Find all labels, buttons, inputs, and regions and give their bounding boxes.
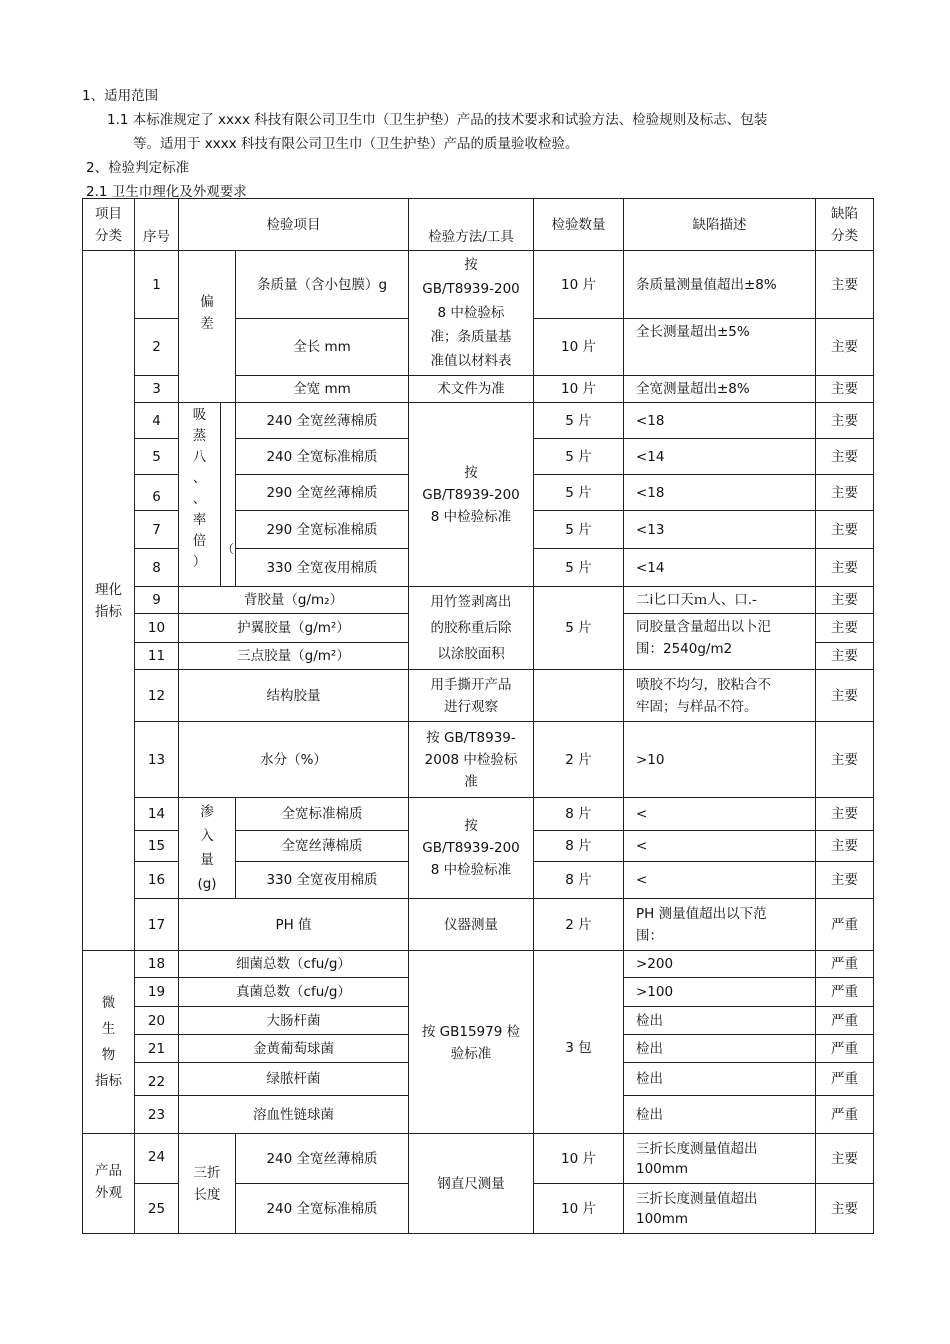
- table-row: [83, 587, 874, 614]
- row-defect: <: [624, 830, 816, 862]
- table-header-row: [83, 199, 874, 251]
- row-item: 护翼胶量（g/m²）: [179, 614, 409, 643]
- row-item: 全宽标准棉质: [236, 798, 409, 831]
- row-qty: 5 片: [534, 475, 624, 511]
- row-qty: 10 片: [534, 1184, 624, 1234]
- row-defect: <18: [624, 403, 816, 439]
- header-category: 项目 分类: [83, 199, 135, 251]
- row-no: 11: [135, 643, 179, 670]
- row-defect: <14: [624, 549, 816, 587]
- row-qty: 5 片: [534, 439, 624, 475]
- row-class: 主要: [816, 1184, 874, 1234]
- section-title-judgement: 2、检验判定标准: [86, 160, 190, 176]
- row-class: 严重: [816, 978, 874, 1007]
- row-item: 240 全宽标准棉质: [236, 1184, 409, 1234]
- row-defect: 检出: [624, 1007, 816, 1035]
- header-defect-class: 缺陷 分类: [816, 199, 874, 251]
- row-no: 7: [135, 511, 179, 549]
- row-item: 290 全宽标准棉质: [236, 511, 409, 549]
- row-no: 8: [135, 549, 179, 587]
- row-no: 23: [135, 1096, 179, 1134]
- row-class: 主要: [816, 403, 874, 439]
- row-defect: >100: [624, 978, 816, 1007]
- inspection-standard-table: [82, 198, 874, 1234]
- row-qty: 5 片: [534, 587, 624, 670]
- row-no: 12: [135, 670, 179, 722]
- method-gb8939-moisture: 按 GB/T8939- 2008 中检验标 准: [409, 722, 534, 798]
- row-no: 19: [135, 978, 179, 1007]
- row-item: 全宽 mm: [236, 376, 409, 403]
- group-microbial: 微 生 物 指标: [83, 951, 135, 1134]
- row-no: 22: [135, 1063, 179, 1096]
- table-row: [83, 251, 874, 319]
- row-qty: 10 片: [534, 376, 624, 403]
- row-defect: 检出: [624, 1096, 816, 1134]
- method-gb8939-absorption: 按 GB/T8939-200 8 中检验标准: [409, 403, 534, 587]
- row-class: 严重: [816, 1096, 874, 1134]
- row-qty: 5 片: [534, 511, 624, 549]
- row-qty: 5 片: [534, 403, 624, 439]
- row-class: 严重: [816, 1035, 874, 1063]
- method-continuation: 术文件为准: [409, 376, 534, 403]
- row-no: 9: [135, 587, 179, 614]
- row-item: 溶血性链球菌: [179, 1096, 409, 1134]
- row-item: 三点胶量（g/m²）: [179, 643, 409, 670]
- row-qty: [534, 670, 624, 722]
- row-item: 结构胶量: [179, 670, 409, 722]
- row-class: 严重: [816, 951, 874, 978]
- table-row: [83, 670, 874, 722]
- row-class: 主要: [816, 549, 874, 587]
- row-defect: <13: [624, 511, 816, 549]
- method-instrument: 仪器测量: [409, 899, 534, 951]
- row-qty: 8 片: [534, 862, 624, 899]
- row-item: 240 全宽标准棉质: [236, 439, 409, 475]
- row-no: 16: [135, 862, 179, 899]
- row-defect: 二i匕口天ｍ人、口.-: [624, 587, 816, 614]
- row-defect: <14: [624, 439, 816, 475]
- row-class: 主要: [816, 251, 874, 319]
- row-qty: 10 片: [534, 251, 624, 319]
- row-item: 330 全宽夜用棉质: [236, 862, 409, 899]
- row-item: 背胶量（g/m₂）: [179, 587, 409, 614]
- row-item: 细菌总数（cfu/g）: [179, 951, 409, 978]
- row-item: 全宽丝薄棉质: [236, 830, 409, 862]
- row-item: 240 全宽丝薄棉质: [236, 1134, 409, 1184]
- row-defect: 同胶量含量超出以卜汜 围：2540g/m2: [624, 614, 816, 670]
- row-no: 17: [135, 899, 179, 951]
- scope-paragraph-line2: 等。适用于 xxxx 科技有限公司卫生巾（卫生护垫）产品的质量验收检验。: [133, 136, 579, 152]
- row-defect: >200: [624, 951, 816, 978]
- row-item: 330 全宽夜用棉质: [236, 549, 409, 587]
- group-physchem: 理化 指标: [83, 251, 135, 951]
- row-item: 绿脓杆菌: [179, 1063, 409, 1096]
- row-no: 24: [135, 1134, 179, 1184]
- scope-paragraph-line1: 1.1 本标准规定了 xxxx 科技有限公司卫生巾（卫生护垫）产品的技术要求和试验方法、检验规则及标志、包装: [107, 112, 768, 128]
- row-class: 主要: [816, 511, 874, 549]
- table-row: [83, 722, 874, 798]
- row-no: 25: [135, 1184, 179, 1234]
- subsection-title-requirements: 2.1 卫生巾理化及外观要求: [86, 184, 247, 200]
- group-appearance: 产品 外观: [83, 1134, 135, 1234]
- header-seq: 序号: [135, 199, 179, 251]
- row-item: 真菌总数（cfu/g）: [179, 978, 409, 1007]
- row-defect: <: [624, 862, 816, 899]
- row-qty: 10 片: [534, 319, 624, 376]
- row-class: 主要: [816, 1134, 874, 1184]
- row-item: 240 全宽丝薄棉质: [236, 403, 409, 439]
- row-no: 3: [135, 376, 179, 403]
- group-absorption-paren: （: [221, 403, 236, 587]
- row-no: 18: [135, 951, 179, 978]
- row-item: 全长 mm: [236, 319, 409, 376]
- method-glue-weigh: 用竹签剥离出 的胶称重后除 以涂胶面积: [409, 587, 534, 670]
- row-class: 主要: [816, 376, 874, 403]
- row-no: 1: [135, 251, 179, 319]
- row-class: 主要: [816, 798, 874, 831]
- row-class: 主要: [816, 862, 874, 899]
- row-class: 主要: [816, 670, 874, 722]
- row-defect: 检出: [624, 1035, 816, 1063]
- row-no: 14: [135, 798, 179, 831]
- table-row: [83, 951, 874, 978]
- row-qty: 8 片: [534, 798, 624, 831]
- row-defect: PH 测量值超出以下范 围：: [624, 899, 816, 951]
- row-item: 水分（%）: [179, 722, 409, 798]
- row-class: 严重: [816, 1063, 874, 1096]
- row-defect: >10: [624, 722, 816, 798]
- group-deviation: 偏 差: [179, 251, 236, 403]
- group-penetration: 渗 入 量 (g): [179, 798, 236, 899]
- row-class: 主要: [816, 319, 874, 376]
- row-no: 5: [135, 439, 179, 475]
- row-qty: 10 片: [534, 1134, 624, 1184]
- row-no: 6: [135, 475, 179, 511]
- row-qty: 2 片: [534, 722, 624, 798]
- row-item: 条质量（含小包膜）g: [236, 251, 409, 319]
- row-defect: <: [624, 798, 816, 831]
- row-qty: 2 片: [534, 899, 624, 951]
- row-defect: 三折长度测量值超出 100mm: [624, 1134, 816, 1184]
- row-no: 15: [135, 830, 179, 862]
- header-qty: 检验数量: [534, 199, 624, 251]
- row-defect: 喷胶不均匀，胶粘合不 牢固；与样品不符。: [624, 670, 816, 722]
- method-gb8939-penetration: 按 GB/T8939-200 8 中检验标准: [409, 798, 534, 899]
- row-item: PH 值: [179, 899, 409, 951]
- row-class: 严重: [816, 1007, 874, 1035]
- row-qty: 3 包: [534, 951, 624, 1134]
- row-no: 2: [135, 319, 179, 376]
- row-no: 4: [135, 403, 179, 439]
- row-defect: 三折长度测量值超出 100mm: [624, 1184, 816, 1234]
- row-no: 21: [135, 1035, 179, 1063]
- method-ruler: 钢直尺测量: [409, 1134, 534, 1234]
- row-no: 13: [135, 722, 179, 798]
- header-method: 检验方法/工具: [409, 199, 534, 251]
- row-class: 主要: [816, 614, 874, 643]
- method-gb15979: 按 GB15979 检 验标准: [409, 951, 534, 1134]
- table-row: [83, 798, 874, 831]
- row-class: 主要: [816, 587, 874, 614]
- table-row: [83, 1134, 874, 1184]
- method-tear-observe: 用手撕开产品 进行观察: [409, 670, 534, 722]
- row-class: 主要: [816, 830, 874, 862]
- group-fold-length: 三折 长度: [179, 1134, 236, 1234]
- row-class: 严重: [816, 899, 874, 951]
- row-class: 主要: [816, 643, 874, 670]
- row-class: 主要: [816, 722, 874, 798]
- row-qty: 5 片: [534, 549, 624, 587]
- row-defect: 全宽测量超出±8%: [624, 376, 816, 403]
- row-no: 10: [135, 614, 179, 643]
- method-gb8939-weight: 按 GB/T8939-200 8 中检验标 准；条质量基 准值以材料表: [409, 251, 534, 376]
- group-absorption: 吸 蒸 八 、 、 率 倍 ）: [179, 403, 221, 587]
- row-defect: 检出: [624, 1063, 816, 1096]
- table-row: [83, 403, 874, 439]
- header-defect: 缺陷描述: [624, 199, 816, 251]
- row-item: 金黄葡萄球菌: [179, 1035, 409, 1063]
- row-defect: 条质量测量值超出±8%: [624, 251, 816, 319]
- row-item: 290 全宽丝薄棉质: [236, 475, 409, 511]
- row-defect: <18: [624, 475, 816, 511]
- row-defect: 全长测量超出±5%: [624, 319, 816, 376]
- row-qty: 8 片: [534, 830, 624, 862]
- table-row: [83, 899, 874, 951]
- row-class: 主要: [816, 475, 874, 511]
- row-class: 主要: [816, 439, 874, 475]
- row-no: 20: [135, 1007, 179, 1035]
- section-title-scope: 1、适用范围: [82, 88, 159, 104]
- row-item: 大肠杆菌: [179, 1007, 409, 1035]
- header-item: 检验项目: [179, 199, 409, 251]
